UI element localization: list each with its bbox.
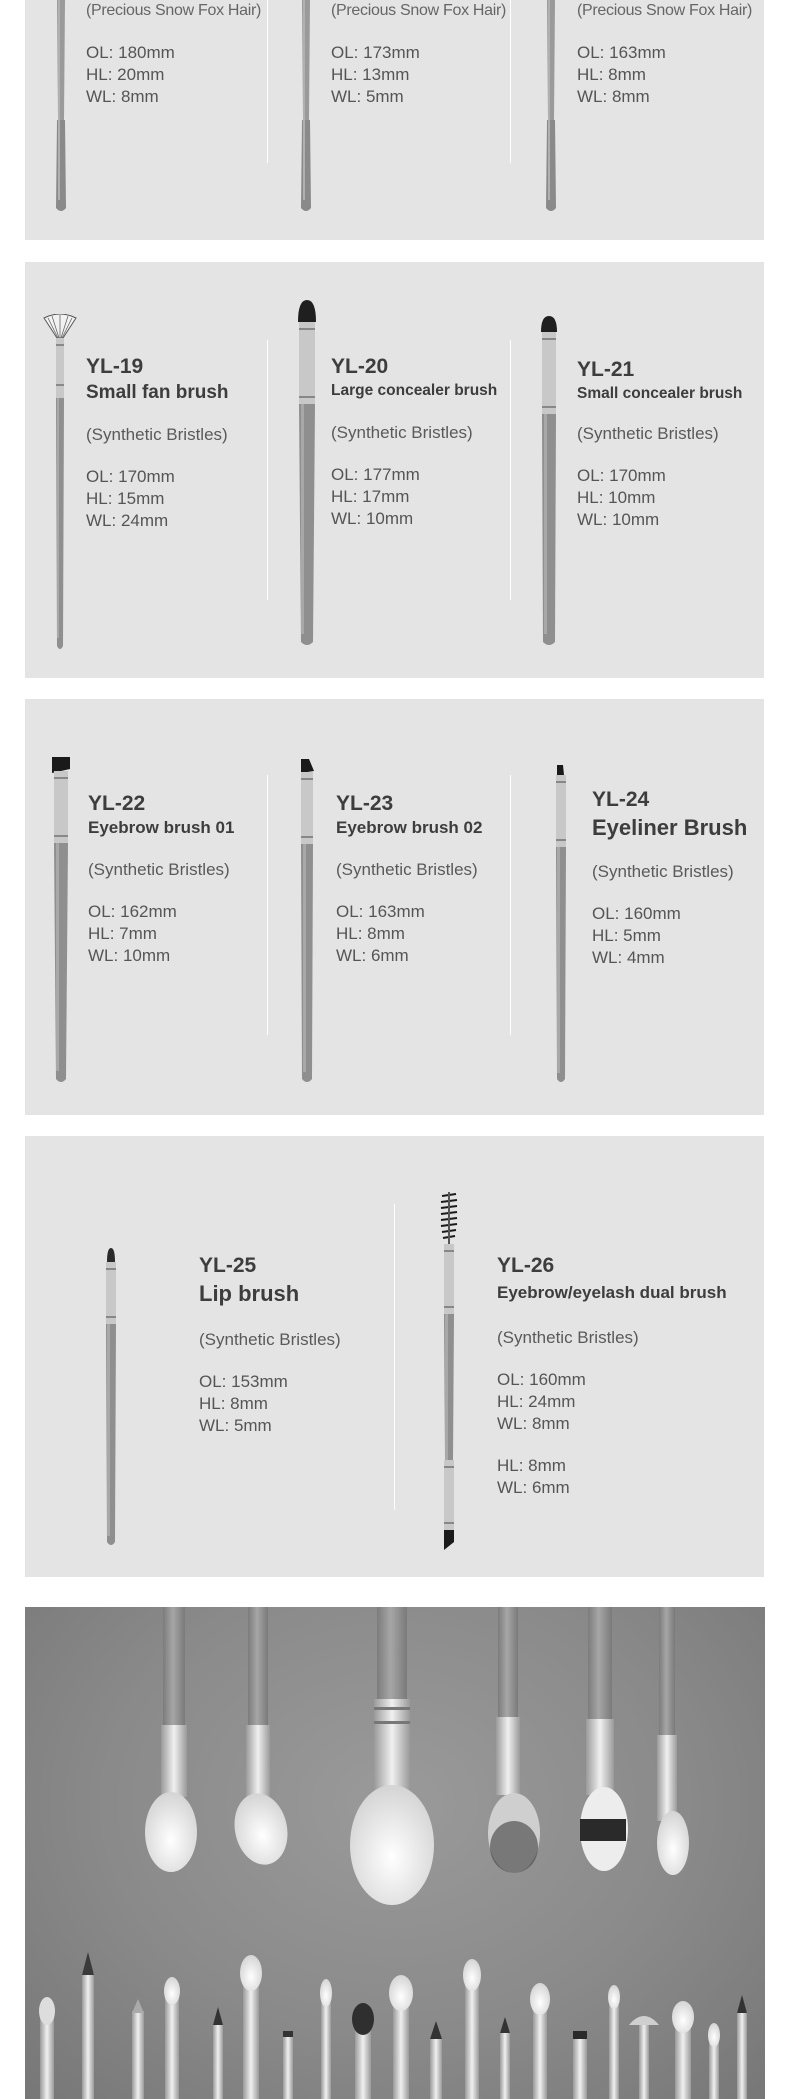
hair-width: WL: 8mm: [86, 87, 159, 106]
spec-list: [86, 466, 229, 532]
material-text: (Synthetic Bristles): [497, 1328, 639, 1347]
product-panel-1: [25, 0, 764, 240]
product-code: YL-23: [336, 792, 394, 815]
hair-width-secondary: WL: 6mm: [497, 1478, 570, 1497]
hair-width: WL: 24mm: [86, 511, 169, 530]
material-text: (Synthetic Bristles): [331, 423, 473, 442]
eyeliner-brush-image: [552, 765, 570, 1087]
spec-list: [577, 465, 742, 531]
hair-width: WL: 10mm: [331, 509, 414, 528]
material-text: (Synthetic Bristles): [199, 1330, 341, 1349]
material-text: (Synthetic Bristles): [86, 425, 228, 444]
material-text: (Precious Snow Fox Hair): [86, 2, 262, 19]
lip-brush-image: [102, 1248, 120, 1550]
column-divider: [267, 775, 268, 1035]
column-divider: [510, 775, 511, 1035]
overall-length: OL: 163mm: [336, 902, 425, 921]
product-name: Eyebrow brush 01: [88, 818, 235, 837]
overall-length: OL: 163mm: [577, 43, 666, 62]
column-divider: [510, 340, 511, 600]
product-info: [88, 791, 234, 967]
brush-image: [296, 0, 316, 215]
hair-length: HL: 13mm: [331, 65, 410, 84]
spec-list-secondary: [497, 1455, 727, 1499]
product-name: Eyebrow/eyelash dual brush: [497, 1283, 727, 1302]
overall-length: OL: 170mm: [577, 466, 666, 485]
material-text: (Synthetic Bristles): [88, 860, 230, 879]
material-text: (Synthetic Bristles): [592, 862, 734, 881]
material-text: (Precious Snow Fox Hair): [577, 2, 753, 19]
overall-length: OL: 180mm: [86, 43, 175, 62]
product-info: [86, 0, 261, 108]
spec-list: [331, 42, 506, 108]
hair-length: HL: 20mm: [86, 65, 165, 84]
hair-width: WL: 8mm: [577, 87, 650, 106]
hair-length: HL: 17mm: [331, 487, 410, 506]
product-info: [577, 0, 752, 108]
spec-list: [592, 903, 747, 969]
product-info: [336, 791, 482, 967]
product-code: YL-21: [577, 358, 635, 381]
hair-length: HL: 10mm: [577, 488, 656, 507]
brush-image: [541, 0, 561, 215]
hair-width: WL: 5mm: [331, 87, 404, 106]
brush-collection-photo: [25, 1607, 765, 2099]
spec-list: [577, 42, 752, 108]
column-divider: [267, 340, 268, 600]
product-name: Eyeliner Brush: [592, 815, 748, 840]
hair-length: HL: 15mm: [86, 489, 165, 508]
product-panel-2: [25, 262, 764, 678]
column-divider: [267, 0, 268, 163]
hair-width: WL: 10mm: [88, 946, 171, 965]
hair-length-secondary: HL: 8mm: [497, 1456, 566, 1475]
material-text: (Precious Snow Fox Hair): [331, 2, 507, 19]
hair-width: WL: 6mm: [336, 946, 409, 965]
overall-length: OL: 160mm: [497, 1370, 586, 1389]
material-text: (Synthetic Bristles): [577, 424, 719, 443]
product-name: Small concealer brush: [577, 385, 743, 402]
spec-list: [86, 42, 261, 108]
brush-image: [51, 0, 71, 215]
hair-length: HL: 8mm: [336, 924, 405, 943]
concealer-brush-image: [292, 300, 322, 650]
product-name: Eyebrow brush 02: [336, 818, 483, 837]
product-name: Large concealer brush: [331, 382, 498, 399]
product-info: [577, 357, 742, 531]
product-code: YL-20: [331, 355, 389, 378]
product-panel-4: [25, 1136, 764, 1577]
hair-length: HL: 5mm: [592, 926, 661, 945]
dual-brush-image: [437, 1192, 461, 1552]
product-code: YL-25: [199, 1254, 257, 1277]
overall-length: OL: 173mm: [331, 43, 420, 62]
concealer-brush-image: [536, 316, 562, 650]
spec-list: [497, 1369, 727, 1435]
hair-length: HL: 8mm: [199, 1394, 268, 1413]
overall-length: OL: 162mm: [88, 902, 177, 921]
material-text: (Synthetic Bristles): [336, 860, 478, 879]
product-info: [592, 787, 747, 969]
product-info: [199, 1253, 341, 1437]
hair-length: HL: 7mm: [88, 924, 157, 943]
spec-list: [199, 1371, 341, 1437]
eyebrow-brush-image: [49, 757, 73, 1087]
product-info: [86, 354, 229, 532]
hair-width: WL: 5mm: [199, 1416, 272, 1435]
eyebrow-brush-image: [297, 759, 317, 1087]
product-code: YL-24: [592, 788, 650, 811]
overall-length: OL: 177mm: [331, 465, 420, 484]
hair-length: HL: 8mm: [577, 65, 646, 84]
product-name: Lip brush: [199, 1281, 300, 1306]
spec-list: [88, 901, 234, 967]
column-divider: [394, 1204, 395, 1510]
spec-list: [336, 901, 482, 967]
fan-brush-image: [42, 314, 78, 654]
product-info: [331, 354, 497, 530]
spec-list: [331, 464, 497, 530]
overall-length: OL: 153mm: [199, 1372, 288, 1391]
product-info: [497, 1253, 727, 1499]
hair-length: HL: 24mm: [497, 1392, 576, 1411]
product-panel-3: [25, 699, 764, 1115]
hair-width: WL: 4mm: [592, 948, 665, 967]
product-code: YL-19: [86, 355, 144, 378]
product-code: YL-26: [497, 1254, 555, 1277]
hair-width: WL: 10mm: [577, 510, 660, 529]
hair-width: WL: 8mm: [497, 1414, 570, 1433]
overall-length: OL: 170mm: [86, 467, 175, 486]
product-name: Small fan brush: [86, 382, 229, 403]
column-divider: [510, 0, 511, 163]
overall-length: OL: 160mm: [592, 904, 681, 923]
brush-collection-illustration: [25, 1607, 765, 2099]
product-info: [331, 0, 506, 108]
product-code: YL-22: [88, 792, 146, 815]
